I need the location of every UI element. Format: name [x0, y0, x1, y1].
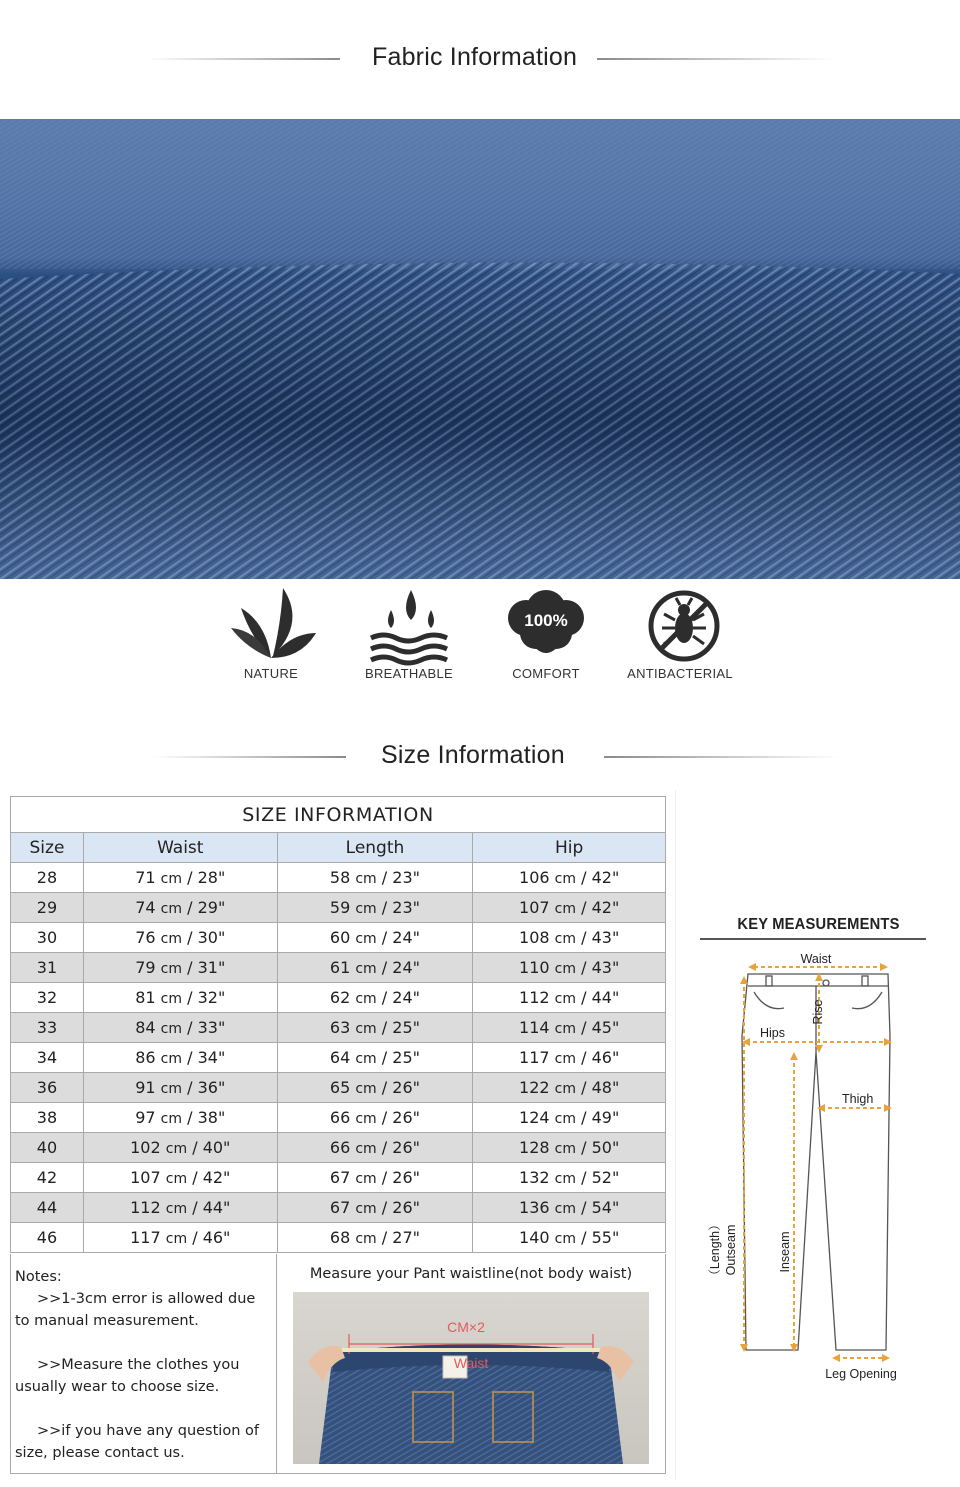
- size-table: [10, 796, 666, 1253]
- label-length: （Length）: [708, 1218, 722, 1282]
- measure-tip-title: Measure your Pant waistline(not body waist): [309, 1266, 633, 1282]
- feature-label-breathable: BREATHABLE: [364, 666, 453, 681]
- cell-length: [277, 953, 473, 983]
- size-info-heading: [0, 736, 960, 776]
- fabric-info-heading: [0, 38, 960, 78]
- cell-length: [277, 923, 473, 953]
- cell-length-inch: 24": [392, 988, 420, 1007]
- cell-waist-cm: 102: [130, 1138, 161, 1157]
- cell-length-cm: 66: [329, 1138, 351, 1157]
- cell-length-inch: 25": [392, 1048, 420, 1067]
- separator: /: [581, 1048, 587, 1067]
- cell-size: 28: [11, 863, 84, 893]
- unit-cm: cm: [355, 1051, 377, 1067]
- cell-waist-cm: 81: [135, 988, 156, 1007]
- cell-hip: [473, 1073, 666, 1103]
- cell-waist: [83, 923, 277, 953]
- feature-label-comfort: COMFORT: [512, 666, 580, 681]
- cell-hip: [473, 1013, 666, 1043]
- cell-length-cm: 66: [329, 1108, 351, 1127]
- cell-waist-inch: 31": [197, 958, 226, 977]
- separator: /: [192, 1228, 198, 1247]
- cell-waist: [83, 863, 277, 893]
- cell-hip-inch: 54": [591, 1198, 620, 1217]
- cell-hip: [473, 1133, 666, 1163]
- cell-size: 44: [11, 1193, 84, 1223]
- size-table-header: [11, 833, 666, 863]
- separator: /: [187, 1018, 193, 1037]
- unit-cm: cm: [554, 1051, 576, 1067]
- cell-length: [277, 983, 473, 1013]
- cell-length-inch: 23": [392, 898, 420, 917]
- cell-size: 33: [11, 1013, 84, 1043]
- header-length: Length: [277, 833, 473, 863]
- separator: /: [381, 1168, 388, 1187]
- heading-rule-left: [153, 756, 346, 758]
- cell-waist-cm: 97: [135, 1108, 156, 1127]
- cell-length-cm: 62: [329, 988, 351, 1007]
- cell-hip-cm: 108: [519, 928, 550, 947]
- key-measurements-title: KEY MEASUREMENTS: [737, 916, 900, 933]
- cell-waist-cm: 112: [130, 1198, 161, 1217]
- cell-hip-inch: 52": [591, 1168, 620, 1187]
- separator: /: [581, 988, 587, 1007]
- cell-waist-inch: 33": [197, 1018, 226, 1037]
- unit-cm: cm: [355, 901, 377, 917]
- cell-waist: [83, 1163, 277, 1193]
- cell-waist: [83, 1133, 277, 1163]
- cell-size: 42: [11, 1163, 84, 1193]
- unit-cm: cm: [160, 1081, 183, 1097]
- size-row: [11, 983, 666, 1013]
- cell-waist-cm: 107: [130, 1168, 161, 1187]
- water-drops-icon: [359, 588, 459, 668]
- separator: /: [381, 958, 388, 977]
- feature-comfort: [486, 588, 606, 688]
- cell-size: 38: [11, 1103, 84, 1133]
- cell-length-inch: 25": [392, 1018, 420, 1037]
- cell-size: 30: [11, 923, 84, 953]
- separator: /: [381, 1228, 388, 1247]
- cell-length: [277, 1013, 473, 1043]
- size-row: [11, 1163, 666, 1193]
- cell-hip: [473, 1103, 666, 1133]
- cell-size: 32: [11, 983, 84, 1013]
- separator: /: [581, 1228, 587, 1247]
- denim-fabric-photo: [0, 119, 960, 579]
- separator: /: [381, 1108, 388, 1127]
- cell-waist-inch: 28": [197, 868, 226, 887]
- size-row: [11, 1193, 666, 1223]
- heading-rule-left: [148, 58, 340, 60]
- cell-hip-cm: 136: [519, 1198, 550, 1217]
- cell-length-inch: 24": [392, 958, 420, 977]
- separator: /: [381, 868, 388, 887]
- cell-length: [277, 1073, 473, 1103]
- cell-hip-inch: 43": [591, 958, 620, 977]
- cell-length: [277, 863, 473, 893]
- cell-hip-cm: 114: [519, 1018, 550, 1037]
- separator: /: [581, 1018, 587, 1037]
- size-info-title: Size Information: [381, 741, 565, 769]
- cell-length-cm: 60: [329, 928, 351, 947]
- cell-waist: [83, 1073, 277, 1103]
- cell-waist-cm: 76: [135, 928, 156, 947]
- unit-cm: cm: [554, 901, 576, 917]
- cell-hip-cm: 124: [519, 1108, 550, 1127]
- separator: /: [581, 1078, 587, 1097]
- unit-cm: cm: [160, 991, 183, 1007]
- cell-waist-inch: 38": [197, 1108, 226, 1127]
- unit-cm: cm: [554, 1231, 576, 1247]
- unit-cm: cm: [160, 931, 183, 947]
- size-row: [11, 863, 666, 893]
- cell-waist-inch: 36": [197, 1078, 226, 1097]
- cotton-100-icon: [496, 588, 596, 668]
- cell-waist-cm: 71: [135, 868, 156, 887]
- cell-length: [277, 1103, 473, 1133]
- measure-tip-panel: [277, 1254, 666, 1474]
- cell-waist: [83, 1013, 277, 1043]
- cell-waist-cm: 117: [130, 1228, 161, 1247]
- unit-cm: cm: [554, 1171, 576, 1187]
- size-row: [11, 893, 666, 923]
- cell-length-inch: 24": [392, 928, 420, 947]
- cell-waist: [83, 953, 277, 983]
- cell-hip-cm: 128: [519, 1138, 550, 1157]
- cell-size: 31: [11, 953, 84, 983]
- label-waist: Waist: [800, 952, 832, 966]
- cell-waist-cm: 79: [135, 958, 156, 977]
- cell-waist-cm: 86: [135, 1048, 156, 1067]
- cell-waist-cm: 74: [135, 898, 156, 917]
- unit-cm: cm: [554, 961, 576, 977]
- pants-diagram: [676, 790, 960, 1480]
- separator: /: [581, 868, 587, 887]
- size-table-caption: SIZE INFORMATION: [11, 797, 666, 833]
- cell-length-cm: 59: [329, 898, 351, 917]
- cell-hip: [473, 983, 666, 1013]
- unit-cm: cm: [355, 1231, 377, 1247]
- unit-cm: cm: [165, 1231, 188, 1247]
- cell-waist-inch: 46": [202, 1228, 231, 1247]
- separator: /: [581, 1138, 587, 1157]
- unit-cm: cm: [165, 1141, 188, 1157]
- cell-waist: [83, 1043, 277, 1073]
- separator: /: [381, 1048, 388, 1067]
- cell-size: 29: [11, 893, 84, 923]
- note-item: >>1-3cm error is allowed due to manual measurement.: [15, 1291, 256, 1329]
- unit-cm: cm: [554, 1081, 576, 1097]
- cell-waist: [83, 1193, 277, 1223]
- measure-waist-label: Waist: [453, 1355, 489, 1371]
- cell-length-cm: 64: [329, 1048, 351, 1067]
- no-bug-icon: [630, 588, 730, 668]
- separator: /: [381, 1198, 388, 1217]
- cell-hip: [473, 1223, 666, 1253]
- cell-waist-inch: 42": [202, 1168, 231, 1187]
- separator: /: [581, 928, 587, 947]
- separator: /: [187, 928, 193, 947]
- unit-cm: cm: [160, 961, 183, 977]
- cell-waist: [83, 1223, 277, 1253]
- unit-cm: cm: [554, 931, 576, 947]
- unit-cm: cm: [554, 1141, 576, 1157]
- cell-length: [277, 1043, 473, 1073]
- cell-hip-cm: 110: [519, 958, 550, 977]
- cell-length-cm: 67: [329, 1168, 351, 1187]
- separator: /: [581, 1198, 587, 1217]
- cell-hip-inch: 44": [591, 988, 620, 1007]
- cell-hip: [473, 893, 666, 923]
- cell-length: [277, 1163, 473, 1193]
- cell-length-cm: 65: [329, 1078, 351, 1097]
- size-row: [11, 1013, 666, 1043]
- separator: /: [192, 1198, 198, 1217]
- separator: /: [381, 1078, 388, 1097]
- cell-hip: [473, 953, 666, 983]
- separator: /: [187, 1078, 193, 1097]
- cell-waist-inch: 44": [202, 1198, 231, 1217]
- unit-cm: cm: [355, 931, 377, 947]
- size-row: [11, 1223, 666, 1253]
- cell-hip: [473, 1163, 666, 1193]
- cell-size: 40: [11, 1133, 84, 1163]
- measure-overlay-label: CM×2: [447, 1319, 485, 1335]
- waistline-measure-photo: [293, 1292, 649, 1464]
- cell-hip: [473, 923, 666, 953]
- cell-waist-cm: 91: [135, 1078, 156, 1097]
- header-size: Size: [11, 833, 84, 863]
- cell-hip-cm: 117: [519, 1048, 550, 1067]
- notes-title: Notes:: [15, 1269, 62, 1285]
- cell-length: [277, 893, 473, 923]
- label-outseam: Outseam: [724, 1224, 738, 1276]
- separator: /: [381, 988, 388, 1007]
- cell-hip-cm: 106: [519, 868, 550, 887]
- cell-hip-inch: 49": [591, 1108, 620, 1127]
- feature-label-antibacterial: ANTIBACTERIAL: [627, 666, 733, 681]
- unit-cm: cm: [165, 1201, 188, 1217]
- unit-cm: cm: [160, 871, 183, 887]
- cell-waist-inch: 30": [197, 928, 226, 947]
- cell-length-inch: 23": [392, 868, 420, 887]
- unit-cm: cm: [160, 1051, 183, 1067]
- separator: /: [581, 898, 587, 917]
- cell-length-inch: 26": [392, 1108, 420, 1127]
- unit-cm: cm: [355, 1201, 377, 1217]
- unit-cm: cm: [554, 1201, 576, 1217]
- unit-cm: cm: [160, 1111, 183, 1127]
- label-thigh: Thigh: [842, 1092, 874, 1106]
- cell-length-inch: 26": [392, 1078, 420, 1097]
- separator: /: [581, 1168, 587, 1187]
- cell-size: 34: [11, 1043, 84, 1073]
- leaves-icon: [221, 588, 321, 668]
- separator: /: [187, 1108, 193, 1127]
- cell-waist-inch: 29": [197, 898, 226, 917]
- feature-label-nature: NATURE: [243, 666, 299, 681]
- separator: /: [187, 958, 193, 977]
- size-row: [11, 953, 666, 983]
- cell-length-cm: 67: [329, 1198, 351, 1217]
- cell-size: 36: [11, 1073, 84, 1103]
- feature-nature: [211, 588, 331, 688]
- key-measurements-panel: [675, 790, 960, 1480]
- cell-hip-inch: 45": [591, 1018, 620, 1037]
- separator: /: [187, 1048, 193, 1067]
- cell-length: [277, 1193, 473, 1223]
- unit-cm: cm: [355, 1111, 377, 1127]
- note-item: >>Measure the clothes you usually wear to choose size.: [15, 1357, 240, 1395]
- unit-cm: cm: [160, 901, 183, 917]
- cell-waist-inch: 32": [197, 988, 226, 1007]
- cell-hip-inch: 42": [591, 868, 620, 887]
- unit-cm: cm: [355, 871, 377, 887]
- separator: /: [581, 1108, 587, 1127]
- cell-length-cm: 63: [329, 1018, 351, 1037]
- cell-waist-cm: 84: [135, 1018, 156, 1037]
- cell-waist: [83, 983, 277, 1013]
- cell-length: [277, 1133, 473, 1163]
- heading-rule-right: [604, 756, 839, 758]
- size-row: [11, 1073, 666, 1103]
- header-waist: Waist: [83, 833, 277, 863]
- label-rise: Rise: [811, 999, 825, 1025]
- cell-hip-cm: 122: [519, 1078, 550, 1097]
- cell-waist-inch: 34": [197, 1048, 226, 1067]
- cell-hip-cm: 132: [519, 1168, 550, 1187]
- unit-cm: cm: [355, 1171, 377, 1187]
- cell-hip-cm: 112: [519, 988, 550, 1007]
- cell-length-cm: 68: [329, 1228, 351, 1247]
- separator: /: [381, 1018, 388, 1037]
- feature-antibacterial: [620, 588, 740, 688]
- separator: /: [192, 1138, 198, 1157]
- cell-hip-inch: 55": [591, 1228, 620, 1247]
- size-row: [11, 923, 666, 953]
- cell-hip: [473, 1193, 666, 1223]
- cell-length-cm: 58: [329, 868, 351, 887]
- label-hips: Hips: [760, 1026, 786, 1040]
- cell-hip-inch: 50": [591, 1138, 620, 1157]
- separator: /: [187, 868, 193, 887]
- heading-rule-right: [597, 58, 832, 60]
- separator: /: [381, 928, 388, 947]
- unit-cm: cm: [355, 991, 377, 1007]
- note-item: >>if you have any question of size, please contact us.: [15, 1423, 259, 1461]
- cell-hip-inch: 43": [591, 928, 620, 947]
- size-row: [11, 1043, 666, 1073]
- cell-length-cm: 61: [329, 958, 351, 977]
- cell-waist: [83, 1103, 277, 1133]
- cell-hip-cm: 140: [519, 1228, 550, 1247]
- unit-cm: cm: [160, 1021, 183, 1037]
- cell-waist-inch: 40": [202, 1138, 231, 1157]
- cell-length-inch: 26": [392, 1138, 420, 1157]
- unit-cm: cm: [355, 1081, 377, 1097]
- notes-panel: [10, 1254, 277, 1474]
- cell-hip: [473, 863, 666, 893]
- cell-length: [277, 1223, 473, 1253]
- cell-length-inch: 26": [392, 1198, 420, 1217]
- separator: /: [581, 958, 587, 977]
- cell-hip: [473, 1043, 666, 1073]
- header-hip: Hip: [473, 833, 666, 863]
- size-row: [11, 1133, 666, 1163]
- unit-cm: cm: [554, 1111, 576, 1127]
- label-leg-opening: Leg Opening: [825, 1367, 897, 1381]
- cotton-badge-text: 100%: [524, 611, 568, 630]
- separator: /: [381, 898, 388, 917]
- unit-cm: cm: [355, 961, 377, 977]
- separator: /: [187, 898, 193, 917]
- unit-cm: cm: [355, 1141, 377, 1157]
- unit-cm: cm: [355, 1021, 377, 1037]
- cell-hip-inch: 42": [591, 898, 620, 917]
- size-row: [11, 1103, 666, 1133]
- unit-cm: cm: [554, 1021, 576, 1037]
- cell-length-inch: 27": [392, 1228, 420, 1247]
- cell-size: 46: [11, 1223, 84, 1253]
- cell-hip-inch: 46": [591, 1048, 620, 1067]
- cell-hip-cm: 107: [519, 898, 550, 917]
- feature-breathable: [349, 588, 469, 688]
- fabric-info-title: Fabric Information: [372, 43, 578, 71]
- cell-waist: [83, 893, 277, 923]
- separator: /: [381, 1138, 388, 1157]
- cell-hip-inch: 48": [591, 1078, 620, 1097]
- separator: /: [187, 988, 193, 1007]
- unit-cm: cm: [165, 1171, 188, 1187]
- unit-cm: cm: [554, 991, 576, 1007]
- separator: /: [192, 1168, 198, 1187]
- unit-cm: cm: [554, 871, 576, 887]
- cell-length-inch: 26": [392, 1168, 420, 1187]
- label-inseam: Inseam: [778, 1231, 792, 1273]
